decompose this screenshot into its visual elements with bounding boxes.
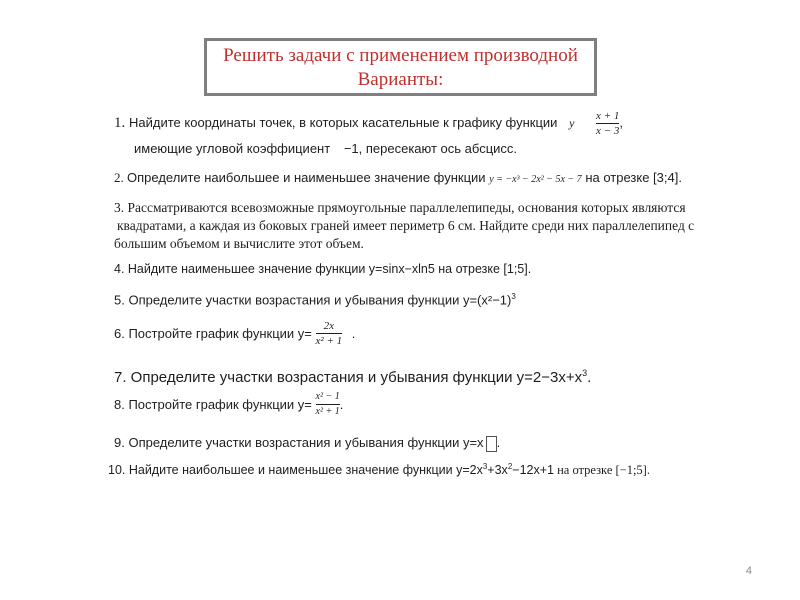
task-2-text: Определите наибольшее и наименьшее значение функции <box>127 170 486 185</box>
title-box <box>204 38 597 96</box>
task-8-denominator: x² + 1 <box>315 406 340 417</box>
task-8-numerator: x² − 1 <box>315 391 340 402</box>
task-7-text: 7. Определите участки возрастания и убывания функции y=2−3x+x <box>114 369 583 386</box>
task-10 <box>108 462 650 478</box>
fraction-bar <box>316 404 340 405</box>
task-9-tail: . <box>496 435 501 450</box>
task-10-exponent-2: 2 <box>507 462 513 471</box>
page-number: 4 <box>745 565 752 577</box>
task-7-tail: . <box>587 369 592 386</box>
task-3-line-2: квадратами, а каждая из боковых граней имеет периметр 6 см. Найдите среди них параллелепипед с <box>117 218 695 233</box>
task-1-text-3: −1, пересекают ось абсцисс. <box>343 141 518 156</box>
task-2-number: 2. <box>114 170 127 185</box>
task-2 <box>114 170 682 186</box>
task-5 <box>114 292 516 307</box>
task-8-tail: . <box>339 397 344 412</box>
task-1-number: 1. <box>114 114 129 131</box>
task-6-text: 6. Постройте график функции y= <box>114 326 312 341</box>
title-line-2: Варианты: <box>357 69 444 90</box>
task-8-fraction <box>316 391 340 418</box>
task-10-text-d: на отрезке [−1;5]. <box>553 463 650 478</box>
task-7 <box>114 368 591 386</box>
fraction-bar <box>596 123 619 124</box>
task-6-tail: . <box>351 326 356 341</box>
task-4: 4. Найдите наименьшее значение функции y=sinx−xln5 на отрезке [1;5]. <box>114 262 532 276</box>
task-5-exponent: 3 <box>511 292 516 301</box>
task-3-line-1: 3. Рассматриваются всевозможные прямоугольные параллелепипеды, основания которых являются <box>114 200 686 215</box>
task-1-y: y <box>569 115 575 130</box>
task-9-text: 9. Определите участки возрастания и убывания функции y=x <box>114 435 484 450</box>
task-9-formula-glyph <box>486 436 497 452</box>
task-6-fraction <box>316 320 343 347</box>
fraction-bar <box>316 333 343 334</box>
task-8-text: 8. Постройте график функции y= <box>114 397 312 412</box>
task-1-tail: , <box>619 114 623 130</box>
task-1-text: Найдите координаты точек, в которых касательные к графику функции <box>129 114 558 130</box>
task-8 <box>114 391 343 418</box>
task-10-text-b: +3x <box>487 463 508 478</box>
task-1-text-2: имеющие угловой коэффициент <box>134 141 331 156</box>
task-9 <box>114 435 500 452</box>
task-10-text-a: 10. Найдите наибольшее и наименьшее значение функции y=2x <box>108 463 483 478</box>
task-2-formula: y = −x³ − 2x² − 5x − 7 <box>489 174 582 185</box>
task-1-line-1 <box>114 110 623 137</box>
task-2-text-2: на отрезке [3;4]. <box>585 170 682 185</box>
task-1-numerator: x + 1 <box>596 110 620 122</box>
task-10-exponent-1: 3 <box>482 462 488 471</box>
title-line-1: Решить задачи с применением производной <box>223 45 578 66</box>
task-6 <box>114 320 355 347</box>
task-6-denominator: x² + 1 <box>315 335 343 347</box>
task-5-text: 5. Определите участки возрастания и убывания функции y=(x²−1) <box>114 292 512 308</box>
task-10-text-c: −12x+1 <box>512 463 554 478</box>
task-1-line-2 <box>134 141 517 156</box>
task-6-numerator: 2x <box>323 320 335 332</box>
task-1-denominator: x − 3 <box>596 125 620 137</box>
task-1-fraction <box>596 110 619 137</box>
task-3-line-3: большим объемом и вычислите этот объем. <box>114 236 364 251</box>
task-7-exponent: 3 <box>582 368 588 378</box>
